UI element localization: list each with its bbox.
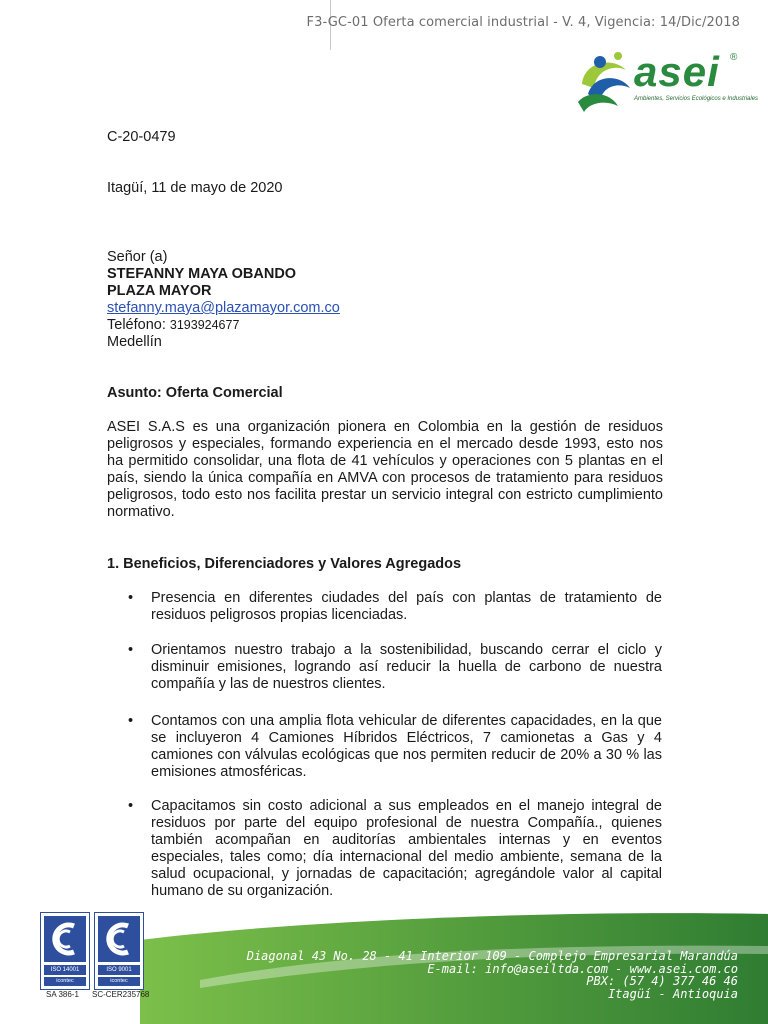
form-code: F3-GC-01 Oferta comercial industrial - V. 4, Vigencia: 14/Dic/2018 <box>306 15 740 30</box>
list-item: Orientamos nuestro trabajo a la sostenibilidad, buscando cerrar el ciclo y disminuir emisiones, logrando así reducir la huella de carbono de nuestra compañía y las de nuestros clientes. <box>151 642 662 692</box>
bullet-marker: • <box>128 590 134 606</box>
iso-14001-badge <box>40 912 90 990</box>
bullet-marker: • <box>128 642 134 658</box>
iso-9001-badge <box>94 912 144 990</box>
footer-email-web[interactable]: E-mail: info@aseiltda.com - www.asei.com.co <box>427 961 738 976</box>
phone-line <box>107 317 239 334</box>
footer-phone: PBX: (57 4) 377 46 46 <box>586 974 738 988</box>
salutation: Señor (a) <box>107 249 168 265</box>
intro-paragraph: ASEI S.A.S es una organización pionera en Colombia en la gestión de residuos peligrosos y especiales, formando experiencia en el mercado desde 1993, esto nos ha permitido consolidar, una flota de 41 vehículos y operaciones con 5 plantas en el país, siendo la única compañía en AMVA con procesos de tratamiento para residuos peligrosos, todo esto nos facilita prestar un servicio integral con estricto cumplimiento normativo. <box>107 419 663 520</box>
recipient-name: STEFANNY MAYA OBANDO <box>107 266 297 282</box>
logo-tagline: Ambientes, Servicios Ecológicos e Industriales <box>634 96 759 102</box>
cert-brand: icontec <box>98 977 140 986</box>
list-item: Presencia en diferentes ciudades del país con plantas de tratamiento de residuos peligrosos propias licenciadas. <box>151 590 662 623</box>
section-heading: 1. Beneficios, Diferenciadores y Valores Agregados <box>107 556 462 572</box>
cert-code: SC-CER235768 <box>92 990 150 999</box>
footer-address: Diagonal 43 No. 28 - 41 Interior 109 - Complejo Empresarial Marandúa <box>246 949 738 963</box>
city: Medellín <box>107 334 162 350</box>
reference-number: C-20-0479 <box>107 129 176 145</box>
icontec-logo-icon <box>44 916 86 962</box>
phone-label: Teléfono: <box>107 317 170 333</box>
list-item: Contamos con una amplia flota vehicular de diferentes capacidades, en la que se incluyeron 4 Camiones Híbridos Eléctricos, 7 camionetas a Gas y 4 camiones con válvulas ecológicas que nos permiten reducir de 20% a 30 % las emisiones atmosféricas. <box>151 713 662 780</box>
registered-mark: ® <box>730 52 738 63</box>
icontec-logo-icon <box>98 916 140 962</box>
place-date: Itagüí, 11 de mayo de 2020 <box>107 180 283 196</box>
cert-label: ISO 14001 <box>44 965 86 975</box>
logo-wordmark: asei <box>634 48 720 95</box>
recipient-email-link[interactable]: stefanny.maya@plazamayor.com.co <box>107 300 340 316</box>
cert-label: ISO 9001 <box>98 965 140 975</box>
phone-value: 3193924677 <box>169 318 240 332</box>
recipient-company: PLAZA MAYOR <box>107 283 212 299</box>
footer-city: Itagüí - Antioquia <box>607 986 738 1001</box>
list-item: Capacitamos sin costo adicional a sus empleados en el manejo integral de residuos por parte del equipo profesional de nuestra Compañía., quienes también acompañan en auditorías ambientales internas y en eventos especiales, tales como; día internacional del medio ambiente, semana de la salud ocupacional, y jornadas de capacitación; agregándole valor al capital humano de su organización. <box>151 798 662 899</box>
subject-line: Asunto: Oferta Comercial <box>107 385 283 401</box>
bullet-marker: • <box>128 713 134 729</box>
bullet-marker: • <box>128 798 134 814</box>
cert-brand: icontec <box>44 977 86 986</box>
footer-contact <box>247 950 738 1000</box>
cert-code: SA 386-1 <box>46 990 79 999</box>
